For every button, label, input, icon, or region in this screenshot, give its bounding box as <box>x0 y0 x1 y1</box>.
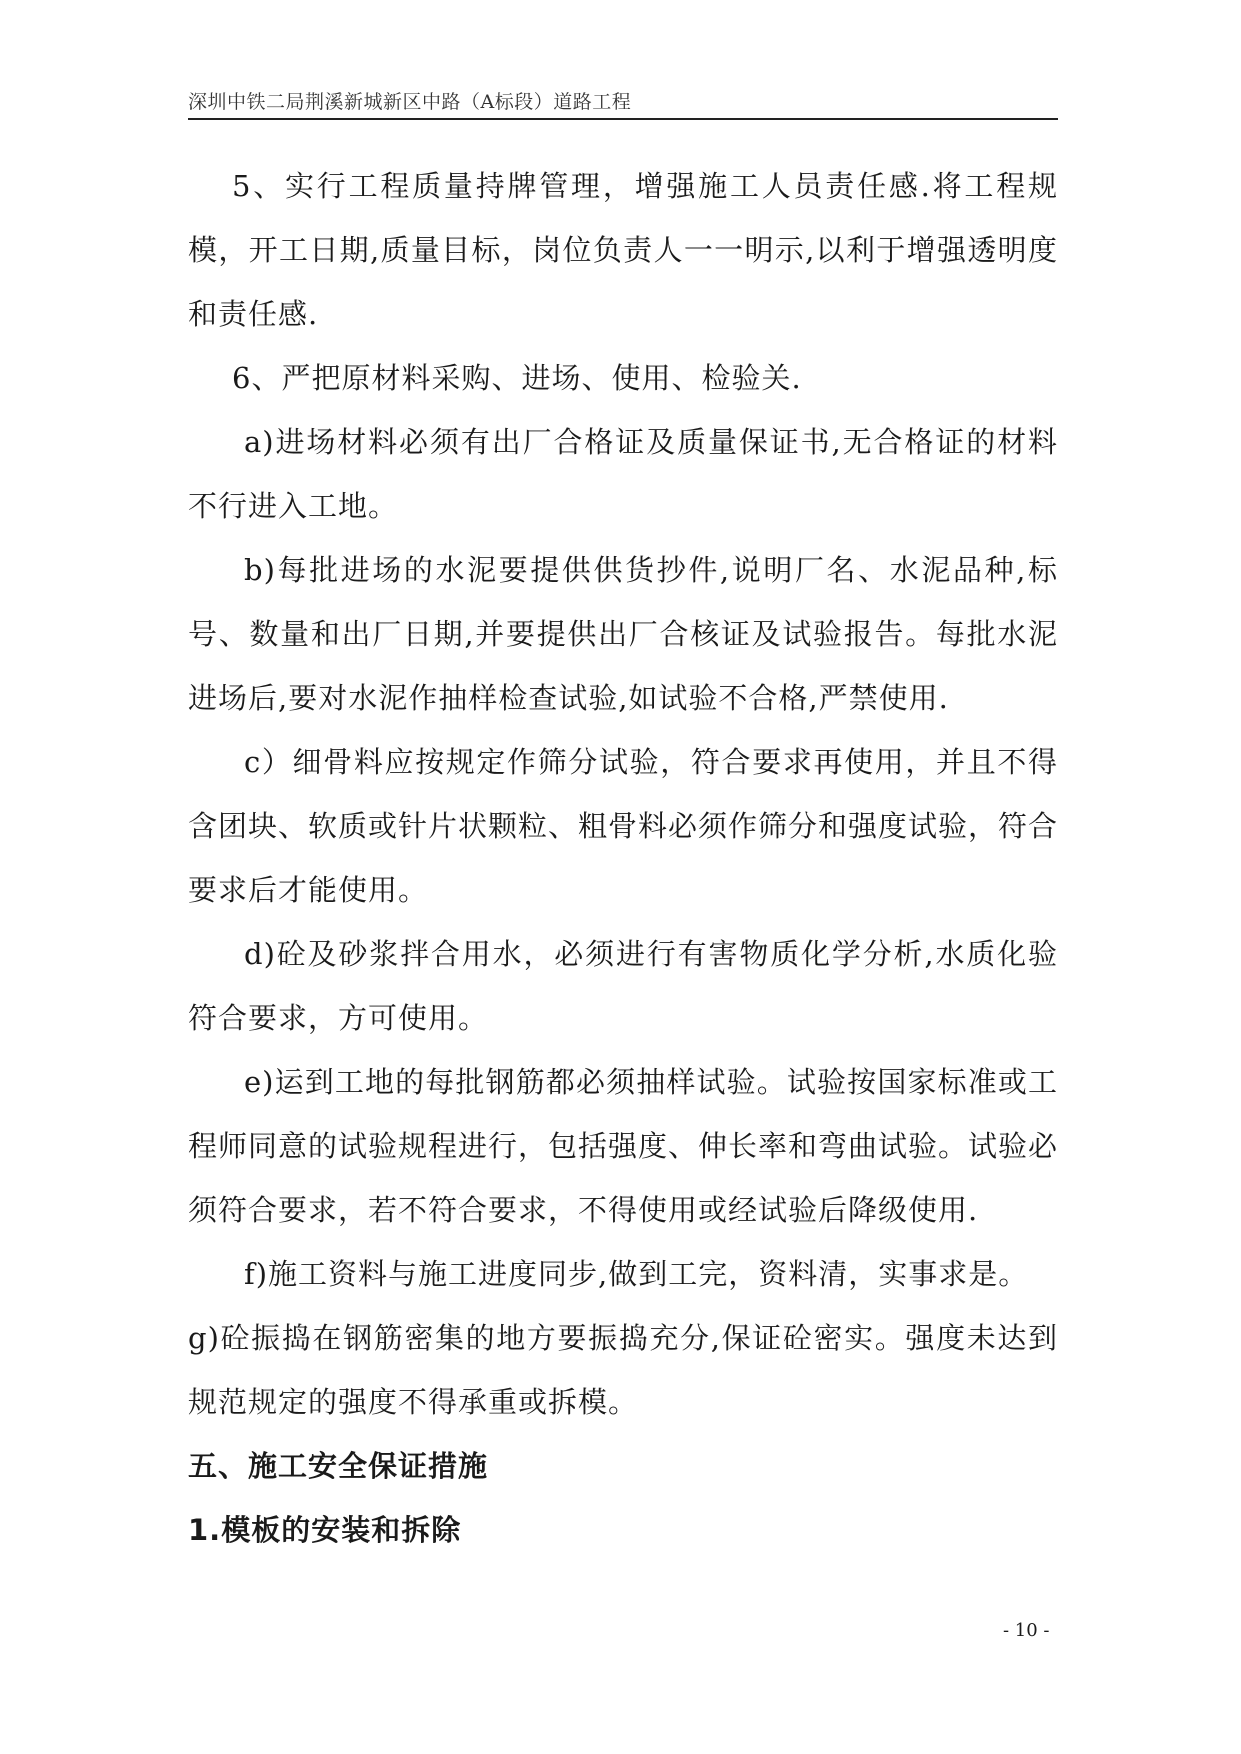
header-title: 深圳中铁二局荆溪新城新区中路（A标段）道路工程 <box>188 91 632 113</box>
paragraph-item-f: f)施工资料与施工进度同步,做到工完，资料清，实事求是。 <box>244 1257 1029 1291</box>
paragraph-item-5: 5、实行工程质量持牌管理，增强施工人员责任感.将工程规模，开工日期,质量目标，岗位负责人一一明示,以利于增强透明度和责任感. <box>188 169 1058 331</box>
document-body <box>188 154 1058 1562</box>
paragraph-item-c: c）细骨料应按规定作筛分试验，符合要求再使用，并且不得含团块、软质或针片状颗粒、粗骨料必须作筛分和强度试验，符合要求后才能使用。 <box>188 745 1059 907</box>
paragraph-item-b: b)每批进场的水泥要提供供货抄件,说明厂名、水泥品种,标号、数量和出厂日期,并要提供出厂合核证及试验报告。每批水泥进场后,要对水泥作抽样检查试验,如试验不合格,严禁使用. <box>188 553 1058 715</box>
paragraph-item-a: a)进场材料必须有出厂合格证及质量保证书,无合格证的材料不行进入工地。 <box>188 425 1058 523</box>
paragraph-item-g: g)砼振捣在钢筋密集的地方要振捣充分,保证砼密实。强度未达到规范规定的强度不得承重或拆模。 <box>188 1321 1058 1419</box>
page-number: - 10 - <box>1003 1620 1050 1641</box>
paragraph-item-6: 6、严把原材料采购、进场、使用、检验关. <box>232 361 802 395</box>
section-heading: 五、施工安全保证措施 <box>188 1449 489 1483</box>
subsection-heading: 1.模板的安装和拆除 <box>188 1513 462 1547</box>
page-header <box>188 88 1058 120</box>
paragraph-item-e: e)运到工地的每批钢筋都必须抽样试验。试验按国家标准或工程师同意的试验规程进行，包括强度、伸长率和弯曲试验。试验必须符合要求，若不符合要求，不得使用或经试验后降级使用. <box>188 1065 1059 1227</box>
paragraph-item-d: d)砼及砂浆拌合用水，必须进行有害物质化学分析,水质化验符合要求，方可使用。 <box>188 937 1058 1035</box>
